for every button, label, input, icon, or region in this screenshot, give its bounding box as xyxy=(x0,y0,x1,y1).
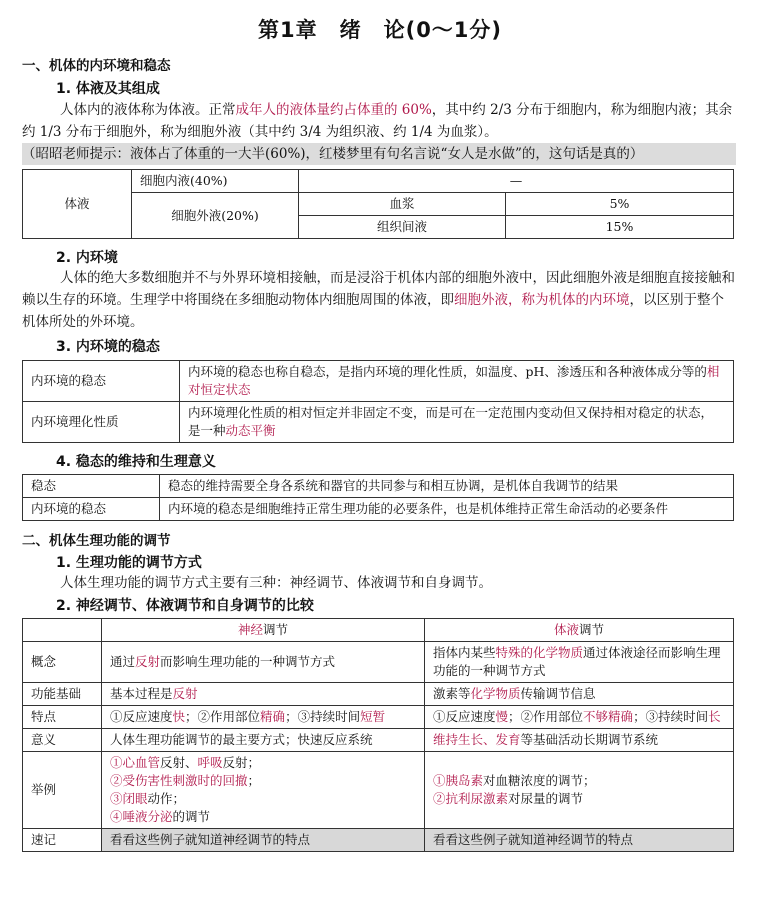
highlight: 维持生长、发育 xyxy=(433,732,521,747)
row-label: 内环境的稳态 xyxy=(23,361,180,402)
highlight: 细胞外液，称为机体的内环境 xyxy=(454,292,630,308)
example-line xyxy=(110,754,416,772)
sub4-heading: 4. 稳态的维持和生理意义 xyxy=(56,454,216,470)
highlight: ③闭眼 xyxy=(110,791,148,806)
teacher-tip: （昭昭老师提示：液体占了体重的一大半(60%)，红楼梦里有句名言说“女人是水做”的，这句话是真的） xyxy=(22,143,736,165)
text: 调节 xyxy=(263,622,289,637)
memo-humoral: 看看这些例子就知道神经调节的特点 xyxy=(425,829,734,852)
cell-extra: 细胞外液(20%) xyxy=(132,193,299,239)
example-line xyxy=(110,790,416,808)
regulation-paragraph: 人体生理功能的调节方式主要有三种：神经调节、体液调节和自身调节。 xyxy=(60,575,492,591)
row-text xyxy=(180,402,734,443)
text: 动作； xyxy=(147,791,186,806)
basis-humoral xyxy=(425,683,734,706)
sub3-heading: 3. 内环境的稳态 xyxy=(56,339,160,355)
memo-neural: 看看这些例子就知道神经调节的特点 xyxy=(102,829,425,852)
row-text: 内环境的稳态是细胞维持正常生理功能的必要条件，也是机体维持正常生命活动的必要条件 xyxy=(160,498,734,521)
text: ； xyxy=(247,773,261,788)
highlight: ②抗利尿激素 xyxy=(433,791,509,806)
text: 内环境理化性质的相对恒定并非固定不变，而是可在一定范围内变动但又保持相对稳定的状态，是一种 xyxy=(188,405,714,438)
section2-heading: 二、机体生理功能的调节 xyxy=(22,533,171,549)
text: ；②作用部位 xyxy=(508,709,584,724)
text: 指体内某些 xyxy=(433,645,496,660)
row-label: 举例 xyxy=(23,752,102,829)
s2-sub1-heading: 1. 生理功能的调节方式 xyxy=(56,555,202,571)
meaning-humoral xyxy=(425,729,734,752)
text: 通过体液途径而影响生理功能的一种调节方式 xyxy=(433,645,721,678)
highlight: ②受伤害性刺激时的回撤 xyxy=(110,773,248,788)
text: 通过 xyxy=(110,654,136,669)
row-label: 内环境的稳态 xyxy=(23,498,160,521)
example-humoral xyxy=(425,752,734,829)
row-label: 功能基础 xyxy=(23,683,102,706)
highlight: ④唾液分泌 xyxy=(110,809,173,824)
cell-root: 体液 xyxy=(23,170,132,239)
cell-tissue: 组织间液 xyxy=(299,216,506,239)
homeostasis-table xyxy=(22,360,734,443)
highlight: 呼吸 xyxy=(197,755,223,770)
cell-tissue-val: 15% xyxy=(506,216,734,239)
highlight: 反射 xyxy=(172,686,198,701)
cell-intra: 细胞内液(40%) xyxy=(132,170,299,193)
highlight: 反射 xyxy=(135,654,161,669)
header-neural xyxy=(102,619,425,642)
text: ；②作用部位 xyxy=(185,709,261,724)
highlight: 动态平衡 xyxy=(225,423,276,438)
concept-neural xyxy=(102,642,425,683)
example-line xyxy=(433,772,725,790)
row-label: 内环境理化性质 xyxy=(23,402,180,443)
highlight: 不够精确 xyxy=(583,709,634,724)
highlight: 体液 xyxy=(553,622,579,637)
text: 的调节 xyxy=(172,809,211,824)
homeostasis-meaning-table xyxy=(22,474,734,521)
row-label: 稳态 xyxy=(23,475,160,498)
highlight: 相对恒定状态 xyxy=(188,364,720,397)
text: 反射； xyxy=(222,755,261,770)
meaning-neural: 人体生理功能调节的最主要方式；快速反应系统 xyxy=(102,729,425,752)
feature-neural xyxy=(102,706,425,729)
highlight: 精确 xyxy=(260,709,286,724)
cell-plasma-val: 5% xyxy=(506,193,734,216)
example-line xyxy=(110,772,416,790)
chapter-title: 第1章 绪 论(0～1分) xyxy=(257,18,503,42)
text: ，其中约 2/3 分布于细胞内，称为细胞内液；其余约 1/3 分布于细胞外，称为细胞外液（其中约 3/4 为组织液、约 1/4 为血浆）。 xyxy=(22,102,733,140)
highlight: 慢 xyxy=(495,709,509,724)
highlight: 成年人的液体量约占体重的 60% xyxy=(235,102,432,118)
row-text: 稳态的维持需要全身各系统和器官的共同参与和相互协调，是机体自我调节的结果 xyxy=(160,475,734,498)
text: 反射、 xyxy=(160,755,198,770)
highlight: 快 xyxy=(172,709,186,724)
row-label: 意义 xyxy=(23,729,102,752)
s2-sub2-heading: 2. 神经调节、体液调节和自身调节的比较 xyxy=(56,598,314,614)
text: ；③持续时间 xyxy=(285,709,361,724)
text: 对尿量的调节 xyxy=(508,791,584,806)
highlight: 短暂 xyxy=(360,709,386,724)
text: 内环境的稳态也称自稳态，是指内环境的理化性质，如温度、pH、渗透压和各种液体成分等的 xyxy=(188,364,707,379)
internal-env-paragraph xyxy=(22,267,736,333)
example-line xyxy=(433,790,725,808)
text: ，以区别于整个机体所处的外环境。 xyxy=(22,292,724,330)
header-blank xyxy=(23,619,102,642)
header-humoral xyxy=(425,619,734,642)
example-neural xyxy=(102,752,425,829)
sub2-heading: 2. 内环境 xyxy=(56,250,118,266)
row-text xyxy=(180,361,734,402)
text: 基本过程是 xyxy=(110,686,173,701)
row-label: 速记 xyxy=(23,829,102,852)
row-label: 概念 xyxy=(23,642,102,683)
text: ；③持续时间 xyxy=(633,709,709,724)
text: 人体的绝大多数细胞并不与外界环境相接触，而是浸浴于机体内部的细胞外液中，因此细胞外液是细胞直接接触和赖以生存的环境。生理学中将围绕在多细胞动物体内细胞周围的体液，即 xyxy=(22,270,735,308)
body-fluid-paragraph xyxy=(22,99,736,143)
row-label: 特点 xyxy=(23,706,102,729)
text: 对血糖浓度的调节； xyxy=(483,773,596,788)
text: 人体内的液体称为体液。正常 xyxy=(60,102,236,118)
text: 激素等 xyxy=(433,686,471,701)
regulation-compare-table xyxy=(22,618,734,852)
example-line xyxy=(110,808,416,826)
cell-intra-val: — xyxy=(299,170,734,193)
cell-plasma: 血浆 xyxy=(299,193,506,216)
text: 而影响生理功能的一种调节方式 xyxy=(160,654,336,669)
highlight: 化学物质 xyxy=(470,686,521,701)
highlight: ①胰岛素 xyxy=(433,773,484,788)
highlight: ①心血管 xyxy=(110,755,161,770)
text: ①反应速度 xyxy=(110,709,173,724)
sub1-heading: 1. 体液及其组成 xyxy=(56,81,160,97)
basis-neural xyxy=(102,683,425,706)
body-fluid-table xyxy=(22,169,734,239)
section1-heading: 一、机体的内环境和稳态 xyxy=(22,58,171,74)
text: ①反应速度 xyxy=(433,709,496,724)
text: 传输调节信息 xyxy=(520,686,596,701)
feature-humoral xyxy=(425,706,734,729)
highlight: 神经 xyxy=(237,622,263,637)
highlight: 特殊的化学物质 xyxy=(495,645,584,660)
text: 调节 xyxy=(579,622,605,637)
highlight: 长 xyxy=(708,709,721,724)
concept-humoral xyxy=(425,642,734,683)
text: 等基础活动长期调节系统 xyxy=(520,732,659,747)
